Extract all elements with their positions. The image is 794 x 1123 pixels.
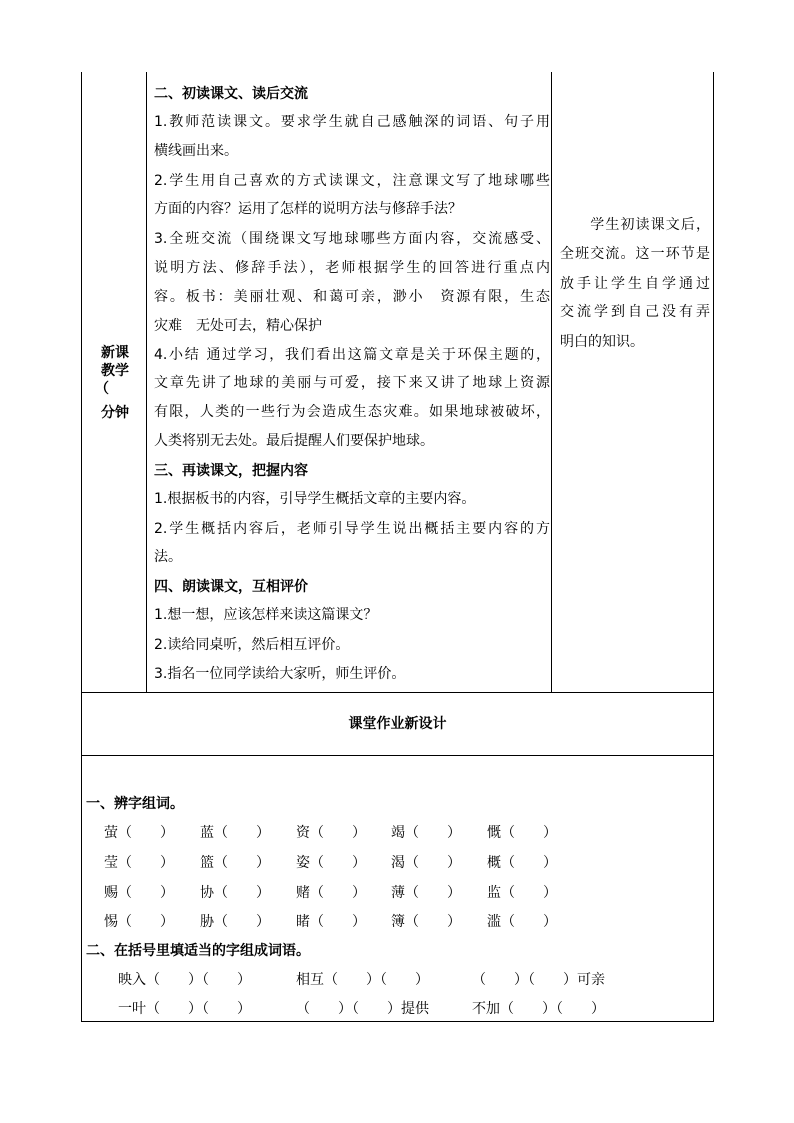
word-pair-item: 协（ ） xyxy=(200,885,270,901)
word-pair-item: 滥（ ） xyxy=(487,914,557,930)
word-pair-item: 篮（ ） xyxy=(200,855,270,871)
word-pair-item: 概（ ） xyxy=(487,855,557,871)
section-heading: 四、朗读课文，互相评价 xyxy=(154,579,308,595)
section-heading: 三、再读课文，把握内容 xyxy=(154,463,308,479)
fill-in-phrase: 不加（ ）（ ） xyxy=(472,1001,605,1017)
question-2-title: 二、在括号里填适当的字组成词语。 xyxy=(86,943,310,959)
fill-in-phrase: 映入（ ）（ ） xyxy=(118,972,251,988)
section-label-line: 新课 xyxy=(101,345,129,361)
note-text-line: 明白的知识。 xyxy=(560,334,644,350)
word-pair-item: 慨（ ） xyxy=(487,825,557,841)
lesson-text-line: 说明方法、修辞手法），老师根据学生的回答进行重点内 xyxy=(154,260,550,276)
note-text-line: 全班交流。这一环节是 xyxy=(560,246,710,262)
lesson-text-line: 2.读给同桌听，然后相互评价。 xyxy=(154,637,350,653)
lesson-text-line: 1.想一想，应该怎样来读这篇课文？ xyxy=(154,607,378,623)
word-pair-item: 惕（ ） xyxy=(104,914,174,930)
section-label-line: （ xyxy=(95,381,109,397)
fill-in-phrase: 一叶（ ）（ ） xyxy=(118,1001,251,1017)
row-divider-title-end xyxy=(81,755,714,756)
word-pair-item: 睹（ ） xyxy=(296,914,366,930)
table-bottom-border xyxy=(81,1021,714,1022)
section-heading: 二、初读课文、读后交流 xyxy=(154,86,308,102)
section-label-line: 教学 xyxy=(101,363,129,379)
column-divider-2 xyxy=(551,72,552,692)
word-pair-item: 竭（ ） xyxy=(391,825,461,841)
lesson-text-line: 2.学生概括内容后，老师引导学生说出概括主要内容的方 xyxy=(154,521,550,537)
word-pair-item: 赐（ ） xyxy=(104,885,174,901)
word-pair-item: 蓝（ ） xyxy=(200,825,270,841)
word-pair-item: 姿（ ） xyxy=(296,855,366,871)
lesson-text-line: 1.教师范读课文。要求学生就自己感触深的词语、句子用 xyxy=(154,114,550,130)
lesson-text-line: 容。板书：美丽壮观、和蔼可亲，渺小 资源有限，生态 xyxy=(154,289,550,305)
lesson-text-line: 2.学生用自己喜欢的方式读课文，注意课文写了地球哪些 xyxy=(154,173,550,189)
table-right-border xyxy=(713,72,714,1022)
word-pair-item: 簿（ ） xyxy=(391,914,461,930)
section-label xyxy=(95,344,135,422)
lesson-text-line: 横线画出来。 xyxy=(154,143,238,159)
lesson-text-line: 方面的内容？运用了怎样的说明方法与修辞手法？ xyxy=(154,201,462,217)
word-pair-item: 莹（ ） xyxy=(104,855,174,871)
lesson-text-line: 1.根据板书的内容，引导学生概括文章的主要内容。 xyxy=(154,491,476,507)
note-text-line: 交流学到自己没有弄 xyxy=(560,304,710,320)
word-pair-item: 薄（ ） xyxy=(391,885,461,901)
section-label-line: 分钟 xyxy=(101,405,129,421)
fill-in-phrase: 相互（ ）（ ） xyxy=(296,972,429,988)
fill-in-phrase: （ ）（ ）提供 xyxy=(296,1001,429,1017)
lesson-text-line: 3.全班交流（围绕课文写地球哪些方面内容，交流感受、 xyxy=(154,231,550,247)
question-1-title: 一、辨字组词。 xyxy=(86,796,184,812)
fill-in-phrase: （ ）（ ）可亲 xyxy=(472,972,605,988)
word-pair-item: 资（ ） xyxy=(296,825,366,841)
table-left-border xyxy=(81,72,82,1022)
column-divider-1 xyxy=(146,72,147,692)
row-divider-lesson-end xyxy=(81,692,714,693)
homework-title: 课堂作业新设计 xyxy=(348,716,447,732)
word-pair-item: 萤（ ） xyxy=(104,825,174,841)
word-pair-item: 渴（ ） xyxy=(391,855,461,871)
word-pair-item: 胁（ ） xyxy=(200,914,270,930)
note-text-line: 放手让学生自学通过 xyxy=(560,276,710,292)
lesson-text-line: 人类将别无去处。最后提醒人们要保护地球。 xyxy=(154,433,434,449)
lesson-text-line: 3.指名一位同学读给大家听，师生评价。 xyxy=(154,666,406,682)
word-pair-item: 监（ ） xyxy=(487,885,557,901)
lesson-text-line: 4.小结 通过学习，我们看出这篇文章是关于环保主题的， xyxy=(154,347,550,363)
lesson-text-line: 文章先讲了地球的美丽与可爱，接下来又讲了地球上资源 xyxy=(154,375,550,391)
lesson-text-line: 灾难 无处可去，精心保护 xyxy=(154,318,322,334)
note-text-line: 学生初读课文后， xyxy=(560,217,710,233)
lesson-text-line: 有限，人类的一些行为会造成生态灾难。如果地球被破坏， xyxy=(154,404,550,420)
lesson-text-line: 法。 xyxy=(154,549,182,565)
word-pair-item: 赌（ ） xyxy=(296,885,366,901)
